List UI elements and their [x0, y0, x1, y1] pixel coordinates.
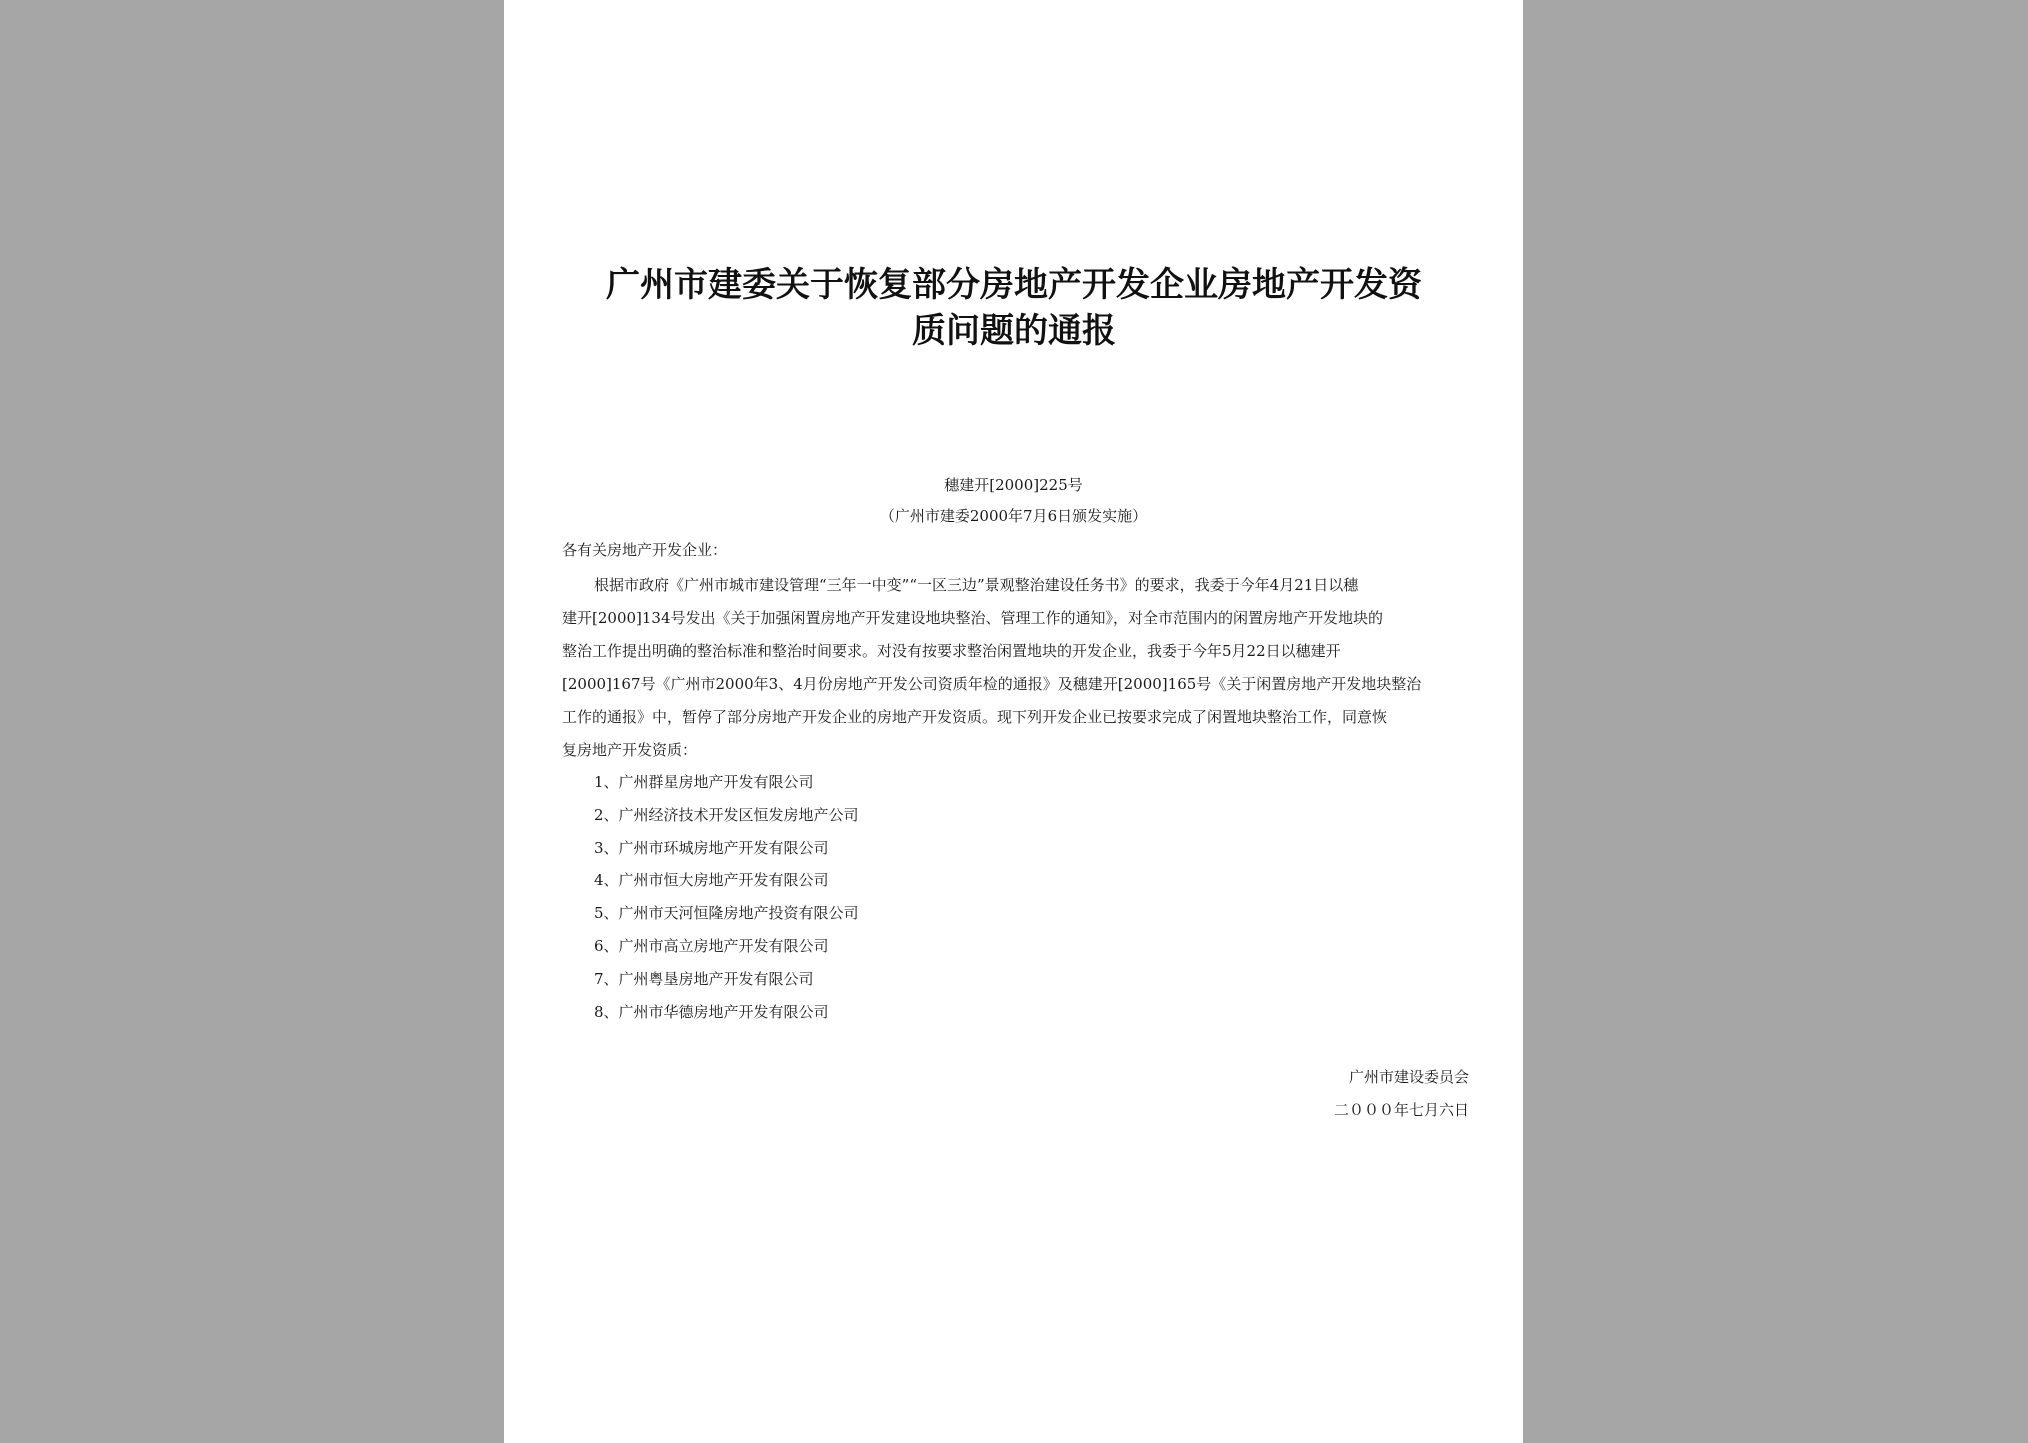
- body-paragraph-line: 工作的通报》中，暂停了部分房地产开发企业的房地产开发资质。现下列开发企业已按要求完成了闲置地块整治工作，同意恢: [562, 708, 1388, 726]
- company-list-item: 7、广州粤垦房地产开发有限公司: [594, 970, 814, 988]
- signature-date: 二０００年七月六日: [1333, 1101, 1469, 1119]
- company-list-item: 8、广州市华德房地产开发有限公司: [594, 1003, 829, 1021]
- signature-organization: 广州市建设委员会: [1348, 1068, 1469, 1086]
- document-page: [504, 0, 1523, 1443]
- body-paragraph-line: 复房地产开发资质：: [562, 741, 698, 759]
- document-number: 穗建开[2000]225号: [944, 476, 1083, 494]
- body-paragraph-line: 建开[2000]134号发出《关于加强闲置房地产开发建设地块整治、管理工作的通知》，对全市范围内的闲置房地产开发地块的: [562, 609, 1384, 627]
- body-paragraph-line: 根据市政府《广州市城市建设管理“三年一中变”“一区三边”景观整治建设任务书》的要求，我委于今年4月21日以穗: [594, 576, 1359, 594]
- document-title: [564, 262, 1464, 354]
- salutation: 各有关房地产开发企业：: [562, 541, 728, 559]
- issue-note: （广州市建委2000年7月6日颁发实施）: [879, 507, 1148, 525]
- title-line-1: 广州市建委关于恢复部分房地产开发企业房地产开发资: [606, 265, 1422, 305]
- company-list-item: 1、广州群星房地产开发有限公司: [594, 773, 814, 791]
- company-list-item: 3、广州市环城房地产开发有限公司: [594, 839, 829, 857]
- company-list-item: 5、广州市天河恒隆房地产投资有限公司: [594, 904, 859, 922]
- title-line-2: 质问题的通报: [912, 311, 1116, 351]
- company-list-item: 2、广州经济技术开发区恒发房地产公司: [594, 806, 859, 824]
- body-paragraph-line: 整治工作提出明确的整治标准和整治时间要求。对没有按要求整治闲置地块的开发企业，我委于今年5月22日以穗建开: [562, 642, 1341, 660]
- company-list-item: 6、广州市高立房地产开发有限公司: [594, 937, 829, 955]
- body-paragraph-line: [2000]167号《广州市2000年3、4月份房地产开发公司资质年检的通报》及穗建开[2000]165号《关于闲置房地产开发地块整治: [562, 675, 1422, 693]
- company-list-item: 4、广州市恒大房地产开发有限公司: [594, 871, 829, 889]
